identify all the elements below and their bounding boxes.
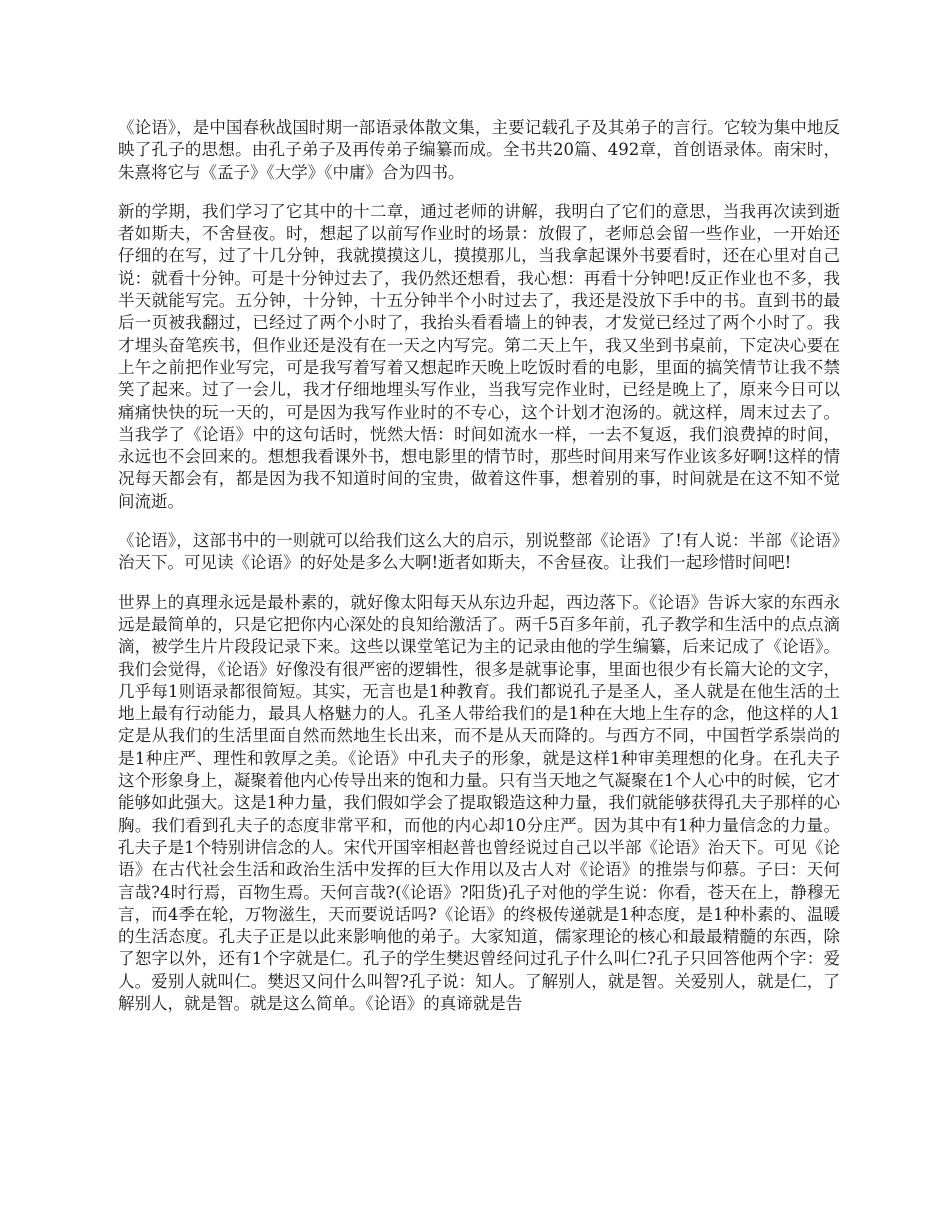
paragraph-cherish-time: 《论语》，这部书中的一则就可以给我们这么大的启示，别说整部《论语》了!有人说：半部《论语》治天下。可见读《论语》的好处是多么大啊!逝者如斯夫，不舍昼夜。让我们一起珍惜时间吧! [118,531,840,573]
paragraph-study-story: 新的学期，我们学习了它其中的十二章，通过老师的讲解，我明白了它们的意思，当我再次读到逝者如斯夫，不舍昼夜。时，想起了以前写作业时的场景：放假了，老师总会留一些作业，一开始还仔细的在写，过了十几分钟，我就摸摸这儿，摸摸那儿，当我拿起课外书要看时，还在心里对自己说：就看十分钟。可是十分钟过去了，我仍然还想看，我心想：再看十分钟吧!反正作业也不多，我半天就能写完。五分钟，十分钟，十五分钟半个小时过去了，我还是没放下手中的书。直到书的最后一页被我翻过，已经过了两个小时了，我抬头看看墙上的钟表，才发觉已经过了两个小时了。我才埋头奋笔疾书，但作业还是没有在一天之内写完。第二天上午，我又坐到书桌前，下定决心要在上午之前把作业写完，可是我写着写着又想起昨天晚上吃饭时看的电影，里面的搞笑情节让我不禁笑了起来。过了一会儿，我才仔细地埋头写作业，当我写完作业时，已经是晚上了，原来今日可以痛痛快快的玩一天的，可是因为我写作业时的不专心，这个计划才泡汤的。就这样，周末过去了。当我学了《论语》中的这句话时，恍然大悟：时间如流水一样，一去不复返，我们浪费掉的时间，永远也不会回来的。想想我看课外书，想电影里的情节时，那些时间用来写作业该多好啊!这样的情况每天都会有，都是因为我不知道时间的宝贵，做着这件事，想着别的事，时间就是在这不知不觉间流逝。 [118,201,840,511]
document-body [118,117,840,1032]
paragraph-intro: 《论语》，是中国春秋战国时期一部语录体散文集，主要记载孔子及其弟子的言行。它较为集中地反映了孔子的思想。由孔子弟子及再传弟子编纂而成。全书共20篇、492章，首创语录体。南宋时，朱熹将它与《孟子》《大学》《中庸》合为四书。 [118,118,840,182]
paragraph-truth: 世界上的真理永远是最朴素的，就好像太阳每天从东边升起，西边落下。《论语》告诉大家的东西永远是最简单的，只是它把你内心深处的良知给激活了。两千5百多年前，孔子教学和生活中的点点滴滴，被学生片片段段记录下来。这些以课堂笔记为主的记录由他的学生编纂，后来记成了《论语》。我们会觉得，《论语》好像没有很严密的逻辑性，很多是就事论事，里面也很少有长篇大论的文字，几乎每1则语录都很简短。其实，无言也是1种教育。我们都说孔子是圣人，圣人就是在他生活的土地上最有行动能力，最具人格魅力的人。孔圣人带给我们的是1种在大地上生存的念，他这样的人1定是从我们的生活里面自然而然地生长出来，而不是从天而降的。与西方不同，中国哲学系崇尚的是1种庄严、理性和敦厚之美。《论语》中孔夫子的形象，就是这样1种审美理想的化身。在孔夫子这个形象身上，凝聚着他内心传导出来的饱和力量。只有当天地之气凝聚在1个人心中的时候，它才能够如此强大。这是1种力量，我们假如学会了提取锻造这种力量，我们就能够获得孔夫子那样的心胸。我们看到孔夫子的态度非常平和，而他的内心却10分庄严。因为其中有1种力量信念的力量。孔夫子是1个特别讲信念的人。宋代开国宰相赵普也曾经说过自己以半部《论语》治天下。可见《论语》在古代社会生活和政治生活中发挥的巨大作用以及古人对《论语》的推崇与仰慕。子曰：天何言哉?4时行焉，百物生焉。天何言哉?(《论语》?阳货)孔子对他的学生说：你看，苍天在上，静穆无言，而4季在轮，万物滋生，天而要说话吗?《论语》的终极传递就是1种态度，是1种朴素的、温暖的生活态度。孔夫子正是以此来影响他的弟子。大家知道，儒家理论的核心和最最精髓的东西，除了恕字以外，还有1个字就是仁。孔子的学生樊迟曾经问过孔子什么叫仁?孔子只回答他两个字：爱人。爱别人就叫仁。樊迟又问什么叫智?孔子说：知人。了解别人，就是智。关爱别人，就是仁，了解别人，就是智。就是这么简单。《论语》的真谛就是告 [118,592,840,1013]
